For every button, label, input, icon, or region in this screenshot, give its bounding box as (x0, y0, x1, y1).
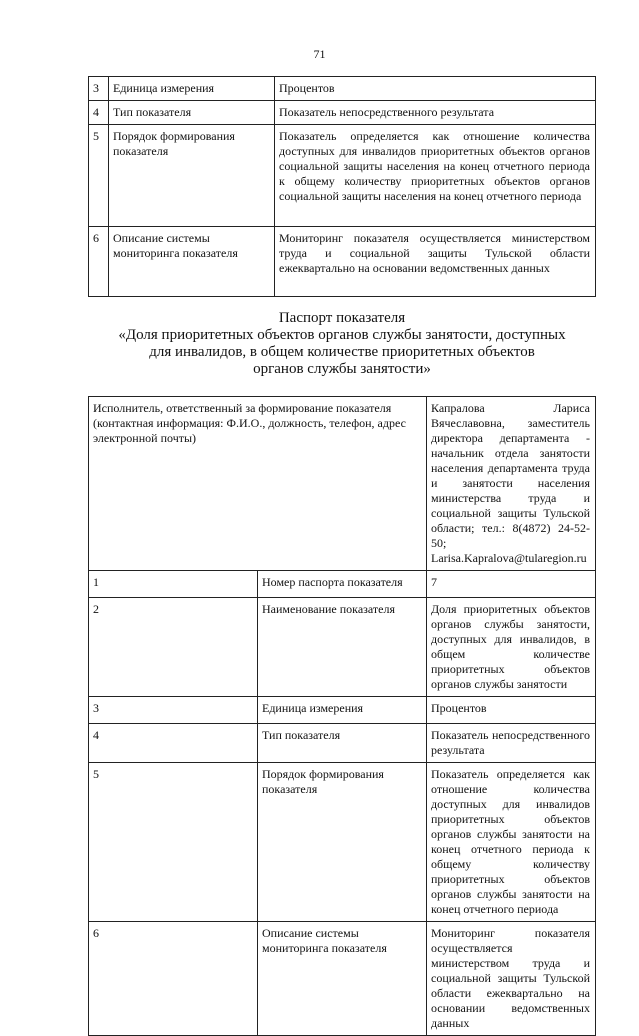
row-number: 5 (89, 763, 258, 922)
passport-name-line: органов службы занятости» (253, 361, 431, 377)
row-number: 4 (89, 724, 258, 763)
table-row (89, 697, 596, 724)
table-row (89, 922, 596, 1036)
row-value: Показатель определяется как отношение количества доступных для инвалидов приоритетных объектов органов службы занятости на конец отчетного периода к общему количеству приоритетных объектов органов службы занятости на конец отчетного периода (427, 763, 596, 922)
row-label: Описание системы мониторинга показателя (258, 922, 427, 1036)
passport-name-line: «Доля приоритетных объектов органов службы занятости, доступных (118, 327, 566, 343)
executor-row (89, 397, 596, 571)
indicator-table-continued (88, 76, 596, 297)
table-row (89, 227, 596, 297)
passport-name-line: для инвалидов, в общем количестве приоритетных объектов (149, 344, 535, 360)
table-row (89, 101, 596, 125)
row-label: Наименование показателя (258, 598, 427, 697)
row-label: Тип показателя (258, 724, 427, 763)
passport-title: Паспорт показателя (278, 310, 406, 326)
row-label: Единица измерения (258, 697, 427, 724)
row-label: Описание системы мониторинга показателя (109, 227, 275, 297)
row-number: 6 (89, 922, 258, 1036)
row-number: 6 (89, 227, 109, 297)
table-row (89, 598, 596, 697)
table-row (89, 125, 596, 227)
row-label: Единица измерения (109, 77, 275, 101)
row-value: 7 (427, 571, 596, 598)
table-row (89, 571, 596, 598)
row-value: Мониторинг показателя осуществляется министерством труда и социальной защиты Тульской области ежеквартально на основании ведомственных данных (275, 227, 596, 297)
row-value: Доля приоритетных объектов органов службы занятости, доступных для инвалидов, в общем количестве приоритетных объектов органов службы занятости (427, 598, 596, 697)
row-value: Показатель определяется как отношение количества доступных для инвалидов приоритетных объектов органов социальной защиты населения на конец отчетного периода к общему количеству приоритетных объектов органов социальной защиты населения на конец отчетного периода (275, 125, 596, 227)
row-number: 2 (89, 598, 258, 697)
row-value: Мониторинг показателя осуществляется министерством труда и социальной защиты Тульской области ежеквартально на основании ведомственных данных (427, 922, 596, 1036)
row-label: Порядок формирования показателя (258, 763, 427, 922)
row-label: Номер паспорта показателя (258, 571, 427, 598)
table-row (89, 77, 596, 101)
row-number: 4 (89, 101, 109, 125)
table-row (89, 763, 596, 922)
row-value: Показатель непосредственного результата (427, 724, 596, 763)
row-number: 3 (89, 697, 258, 724)
row-label: Порядок формирования показателя (109, 125, 275, 227)
table-row (89, 724, 596, 763)
row-label: Тип показателя (109, 101, 275, 125)
row-number: 5 (89, 125, 109, 227)
executor-label: Исполнитель, ответственный за формирование показателя (контактная информация: Ф.И.О., должность, телефон, адрес электронной почты) (89, 397, 427, 571)
row-number: 3 (89, 77, 109, 101)
row-value: Процентов (275, 77, 596, 101)
row-value: Показатель непосредственного результата (275, 101, 596, 125)
row-number: 1 (89, 571, 258, 598)
executor-value: Капралова Лариса Вячеславовна, заместитель директора департамента - начальник отдела занятости населения департамента труда и занятости населения министерства труда и социальной защиты Тульской области; тел.: 8(4872) 24-52-50; Larisa.Kapralova@tularegion.ru (427, 397, 596, 571)
passport-heading (88, 310, 596, 378)
page-number: 71 (313, 47, 326, 61)
indicator-passport-table (88, 396, 596, 1036)
row-value: Процентов (427, 697, 596, 724)
